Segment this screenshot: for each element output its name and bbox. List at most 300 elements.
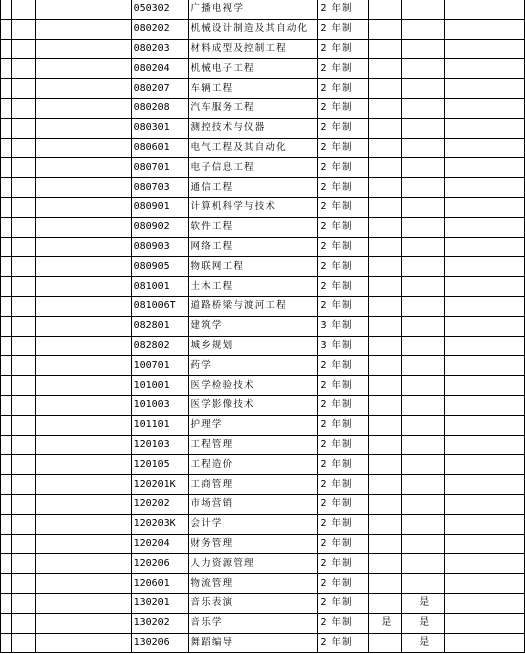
blank-cell [11, 356, 35, 376]
blank-cell [35, 534, 131, 554]
edge-cell [1, 118, 12, 138]
flag-cell-2 [402, 534, 445, 554]
duration-cell: 2 年制 [318, 633, 369, 653]
flag-cell-1 [369, 593, 402, 613]
blank-cell [11, 455, 35, 475]
blank-cell [11, 376, 35, 396]
table-row [1, 435, 525, 455]
flag-cell-2 [402, 415, 445, 435]
blank-cell [35, 514, 131, 534]
edge-cell [1, 613, 12, 633]
blank-cell [35, 336, 131, 356]
duration-cell: 2 年制 [318, 455, 369, 475]
blank-cell [35, 613, 131, 633]
blank-cell [445, 19, 525, 39]
edge-cell [1, 39, 12, 59]
edge-cell [1, 336, 12, 356]
major-name-cell: 护理学 [188, 415, 318, 435]
blank-cell [445, 554, 525, 574]
table-row [1, 316, 525, 336]
blank-cell [35, 415, 131, 435]
major-code-cell: 120202 [131, 494, 188, 514]
major-code-cell: 101001 [131, 376, 188, 396]
flag-cell-1 [369, 79, 402, 99]
duration-cell: 3 年制 [318, 336, 369, 356]
major-code-cell: 080903 [131, 237, 188, 257]
flag-cell-1 [369, 395, 402, 415]
table-row [1, 613, 525, 633]
blank-cell [445, 376, 525, 396]
blank-cell [445, 98, 525, 118]
blank-cell [11, 0, 35, 19]
major-code-cell: 130202 [131, 613, 188, 633]
major-code-cell: 080202 [131, 19, 188, 39]
blank-cell [445, 277, 525, 297]
duration-cell: 2 年制 [318, 19, 369, 39]
blank-cell [445, 494, 525, 514]
blank-cell [11, 494, 35, 514]
edge-cell [1, 455, 12, 475]
edge-cell [1, 178, 12, 198]
flag-cell-2: 是 [402, 633, 445, 653]
duration-cell: 2 年制 [318, 138, 369, 158]
major-name-cell: 医学检验技术 [188, 376, 318, 396]
flag-cell-2: 是 [402, 613, 445, 633]
flag-cell-2 [402, 79, 445, 99]
major-name-cell: 通信工程 [188, 178, 318, 198]
blank-cell [35, 574, 131, 594]
flag-cell-1 [369, 574, 402, 594]
blank-cell [35, 59, 131, 79]
flag-cell-1 [369, 415, 402, 435]
flag-cell-2 [402, 494, 445, 514]
major-name-cell: 会计学 [188, 514, 318, 534]
major-name-cell: 物流管理 [188, 574, 318, 594]
major-name-cell: 网络工程 [188, 237, 318, 257]
table-row [1, 494, 525, 514]
edge-cell [1, 79, 12, 99]
blank-cell [445, 39, 525, 59]
blank-cell [11, 79, 35, 99]
table-row [1, 554, 525, 574]
major-code-cell: 080203 [131, 39, 188, 59]
blank-cell [11, 415, 35, 435]
blank-cell [11, 296, 35, 316]
blank-cell [35, 475, 131, 495]
blank-cell [445, 395, 525, 415]
blank-cell [445, 59, 525, 79]
blank-cell [11, 534, 35, 554]
flag-cell-1 [369, 237, 402, 257]
blank-cell [35, 633, 131, 653]
major-code-cell: 080207 [131, 79, 188, 99]
major-name-cell: 财务管理 [188, 534, 318, 554]
blank-cell [35, 98, 131, 118]
major-name-cell: 工程管理 [188, 435, 318, 455]
major-name-cell: 车辆工程 [188, 79, 318, 99]
blank-cell [445, 633, 525, 653]
blank-cell [445, 574, 525, 594]
blank-cell [445, 514, 525, 534]
blank-cell [35, 158, 131, 178]
edge-cell [1, 415, 12, 435]
duration-cell: 2 年制 [318, 257, 369, 277]
duration-cell: 2 年制 [318, 574, 369, 594]
blank-cell [11, 336, 35, 356]
table-row [1, 415, 525, 435]
edge-cell [1, 435, 12, 455]
major-name-cell: 广播电视学 [188, 0, 318, 19]
duration-cell: 2 年制 [318, 79, 369, 99]
duration-cell: 2 年制 [318, 217, 369, 237]
blank-cell [445, 178, 525, 198]
blank-cell [445, 217, 525, 237]
major-name-cell: 城乡规划 [188, 336, 318, 356]
major-name-cell: 工商管理 [188, 475, 318, 495]
table-row [1, 376, 525, 396]
major-name-cell: 物联网工程 [188, 257, 318, 277]
duration-cell: 2 年制 [318, 356, 369, 376]
flag-cell-1 [369, 39, 402, 59]
major-name-cell: 音乐表演 [188, 593, 318, 613]
duration-cell: 2 年制 [318, 475, 369, 495]
flag-cell-2 [402, 19, 445, 39]
blank-cell [35, 455, 131, 475]
flag-cell-2 [402, 277, 445, 297]
blank-cell [35, 118, 131, 138]
flag-cell-1 [369, 475, 402, 495]
flag-cell-2 [402, 178, 445, 198]
flag-cell-2 [402, 554, 445, 574]
table-row [1, 633, 525, 653]
blank-cell [11, 613, 35, 633]
flag-cell-2 [402, 237, 445, 257]
edge-cell [1, 0, 12, 19]
flag-cell-2 [402, 475, 445, 495]
major-code-cell: 101101 [131, 415, 188, 435]
edge-cell [1, 277, 12, 297]
flag-cell-2 [402, 0, 445, 19]
blank-cell [11, 593, 35, 613]
major-name-cell: 建筑学 [188, 316, 318, 336]
flag-cell-2 [402, 296, 445, 316]
table-row [1, 178, 525, 198]
edge-cell [1, 593, 12, 613]
blank-cell [11, 197, 35, 217]
blank-cell [445, 613, 525, 633]
blank-cell [445, 79, 525, 99]
flag-cell-2 [402, 217, 445, 237]
table-row [1, 217, 525, 237]
table-row [1, 19, 525, 39]
blank-cell [445, 415, 525, 435]
duration-cell: 2 年制 [318, 197, 369, 217]
duration-cell: 2 年制 [318, 98, 369, 118]
major-code-cell: 082801 [131, 316, 188, 336]
major-name-cell: 工程造价 [188, 455, 318, 475]
blank-cell [11, 59, 35, 79]
flag-cell-1: 是 [369, 613, 402, 633]
flag-cell-2 [402, 574, 445, 594]
flag-cell-1 [369, 118, 402, 138]
blank-cell [11, 118, 35, 138]
blank-cell [445, 336, 525, 356]
blank-cell [35, 376, 131, 396]
duration-cell: 2 年制 [318, 178, 369, 198]
major-code-cell: 080601 [131, 138, 188, 158]
table-row [1, 138, 525, 158]
flag-cell-1 [369, 178, 402, 198]
table-row [1, 197, 525, 217]
major-name-cell: 音乐学 [188, 613, 318, 633]
blank-cell [445, 435, 525, 455]
duration-cell: 2 年制 [318, 415, 369, 435]
flag-cell-1 [369, 257, 402, 277]
major-code-cell: 080301 [131, 118, 188, 138]
major-code-cell: 120206 [131, 554, 188, 574]
major-name-cell: 土木工程 [188, 277, 318, 297]
major-name-cell: 机械电子工程 [188, 59, 318, 79]
blank-cell [35, 277, 131, 297]
blank-cell [11, 217, 35, 237]
flag-cell-1 [369, 514, 402, 534]
blank-cell [11, 554, 35, 574]
blank-cell [445, 534, 525, 554]
flag-cell-1 [369, 98, 402, 118]
edge-cell [1, 534, 12, 554]
table-row [1, 475, 525, 495]
major-code-cell: 120103 [131, 435, 188, 455]
flag-cell-1 [369, 138, 402, 158]
duration-cell: 2 年制 [318, 0, 369, 19]
blank-cell [35, 257, 131, 277]
table-row [1, 336, 525, 356]
blank-cell [35, 0, 131, 19]
edge-cell [1, 138, 12, 158]
blank-cell [445, 118, 525, 138]
blank-cell [35, 138, 131, 158]
major-name-cell: 药学 [188, 356, 318, 376]
edge-cell [1, 376, 12, 396]
edge-cell [1, 237, 12, 257]
major-name-cell: 材料成型及控制工程 [188, 39, 318, 59]
flag-cell-2 [402, 158, 445, 178]
blank-cell [35, 79, 131, 99]
duration-cell: 3 年制 [318, 316, 369, 336]
blank-cell [11, 19, 35, 39]
blank-cell [11, 435, 35, 455]
blank-cell [11, 395, 35, 415]
blank-cell [11, 316, 35, 336]
flag-cell-1 [369, 316, 402, 336]
major-code-cell: 130206 [131, 633, 188, 653]
blank-cell [11, 138, 35, 158]
major-name-cell: 市场营销 [188, 494, 318, 514]
blank-cell [35, 197, 131, 217]
major-code-cell: 120201K [131, 475, 188, 495]
duration-cell: 2 年制 [318, 39, 369, 59]
table-row [1, 296, 525, 316]
blank-cell [11, 514, 35, 534]
edge-cell [1, 316, 12, 336]
edge-cell [1, 217, 12, 237]
blank-cell [445, 475, 525, 495]
table-row [1, 534, 525, 554]
blank-cell [11, 257, 35, 277]
blank-cell [35, 395, 131, 415]
major-code-cell: 081001 [131, 277, 188, 297]
blank-cell [11, 158, 35, 178]
blank-cell [445, 237, 525, 257]
flag-cell-1 [369, 158, 402, 178]
major-code-cell: 120203K [131, 514, 188, 534]
major-code-cell: 080902 [131, 217, 188, 237]
major-code-cell: 100701 [131, 356, 188, 376]
major-name-cell: 电子信息工程 [188, 158, 318, 178]
major-name-cell: 软件工程 [188, 217, 318, 237]
table-row [1, 39, 525, 59]
edge-cell [1, 197, 12, 217]
duration-cell: 2 年制 [318, 395, 369, 415]
flag-cell-1 [369, 19, 402, 39]
major-code-cell: 080204 [131, 59, 188, 79]
blank-cell [445, 296, 525, 316]
flag-cell-1 [369, 59, 402, 79]
flag-cell-2 [402, 514, 445, 534]
table-row [1, 356, 525, 376]
duration-cell: 2 年制 [318, 376, 369, 396]
table-row [1, 593, 525, 613]
flag-cell-2 [402, 138, 445, 158]
blank-cell [445, 257, 525, 277]
duration-cell: 2 年制 [318, 158, 369, 178]
major-code-cell: 080701 [131, 158, 188, 178]
major-code-cell: 050302 [131, 0, 188, 19]
table-row [1, 574, 525, 594]
blank-cell [445, 0, 525, 19]
major-code-cell: 120105 [131, 455, 188, 475]
flag-cell-1 [369, 494, 402, 514]
major-name-cell: 机械设计制造及其自动化 [188, 19, 318, 39]
blank-cell [11, 178, 35, 198]
major-code-cell: 081006T [131, 296, 188, 316]
flag-cell-1 [369, 197, 402, 217]
flag-cell-2 [402, 395, 445, 415]
flag-cell-2 [402, 376, 445, 396]
major-name-cell: 测控技术与仪器 [188, 118, 318, 138]
blank-cell [35, 296, 131, 316]
major-code-cell: 080703 [131, 178, 188, 198]
major-name-cell: 医学影像技术 [188, 395, 318, 415]
blank-cell [11, 277, 35, 297]
edge-cell [1, 296, 12, 316]
duration-cell: 2 年制 [318, 118, 369, 138]
flag-cell-1 [369, 534, 402, 554]
blank-cell [445, 197, 525, 217]
major-name-cell: 人力资源管理 [188, 554, 318, 574]
blank-cell [35, 237, 131, 257]
edge-cell [1, 494, 12, 514]
flag-cell-2 [402, 59, 445, 79]
duration-cell: 2 年制 [318, 59, 369, 79]
major-name-cell: 电气工程及其自动化 [188, 138, 318, 158]
blank-cell [35, 356, 131, 376]
flag-cell-1 [369, 296, 402, 316]
edge-cell [1, 554, 12, 574]
duration-cell: 2 年制 [318, 277, 369, 297]
blank-cell [445, 356, 525, 376]
flag-cell-1 [369, 0, 402, 19]
flag-cell-2 [402, 197, 445, 217]
flag-cell-2 [402, 435, 445, 455]
blank-cell [35, 178, 131, 198]
table-row [1, 79, 525, 99]
flag-cell-2 [402, 98, 445, 118]
major-code-cell: 120601 [131, 574, 188, 594]
table-row [1, 158, 525, 178]
table-row [1, 237, 525, 257]
blank-cell [11, 39, 35, 59]
major-name-cell: 舞蹈编导 [188, 633, 318, 653]
duration-cell: 2 年制 [318, 514, 369, 534]
flag-cell-2: 是 [402, 593, 445, 613]
blank-cell [11, 98, 35, 118]
table-row [1, 514, 525, 534]
duration-cell: 2 年制 [318, 593, 369, 613]
edge-cell [1, 257, 12, 277]
blank-cell [445, 316, 525, 336]
edge-cell [1, 514, 12, 534]
table-row [1, 455, 525, 475]
major-name-cell: 道路桥梁与渡河工程 [188, 296, 318, 316]
blank-cell [11, 237, 35, 257]
flag-cell-1 [369, 277, 402, 297]
table-row [1, 257, 525, 277]
major-name-cell: 计算机科学与技术 [188, 197, 318, 217]
edge-cell [1, 158, 12, 178]
flag-cell-2 [402, 39, 445, 59]
flag-cell-2 [402, 455, 445, 475]
blank-cell [445, 138, 525, 158]
flag-cell-1 [369, 554, 402, 574]
table-row [1, 118, 525, 138]
blank-cell [35, 217, 131, 237]
flag-cell-1 [369, 455, 402, 475]
blank-cell [445, 593, 525, 613]
duration-cell: 2 年制 [318, 494, 369, 514]
blank-cell [35, 593, 131, 613]
flag-cell-1 [369, 435, 402, 455]
flag-cell-1 [369, 633, 402, 653]
table-row [1, 277, 525, 297]
flag-cell-1 [369, 356, 402, 376]
blank-cell [445, 158, 525, 178]
edge-cell [1, 574, 12, 594]
major-code-cell: 080905 [131, 257, 188, 277]
flag-cell-2 [402, 336, 445, 356]
edge-cell [1, 59, 12, 79]
flag-cell-1 [369, 217, 402, 237]
flag-cell-2 [402, 356, 445, 376]
duration-cell: 2 年制 [318, 237, 369, 257]
major-code-cell: 120204 [131, 534, 188, 554]
edge-cell [1, 475, 12, 495]
blank-cell [11, 574, 35, 594]
table-row [1, 0, 525, 19]
duration-cell: 2 年制 [318, 554, 369, 574]
blank-cell [11, 633, 35, 653]
duration-cell: 2 年制 [318, 534, 369, 554]
